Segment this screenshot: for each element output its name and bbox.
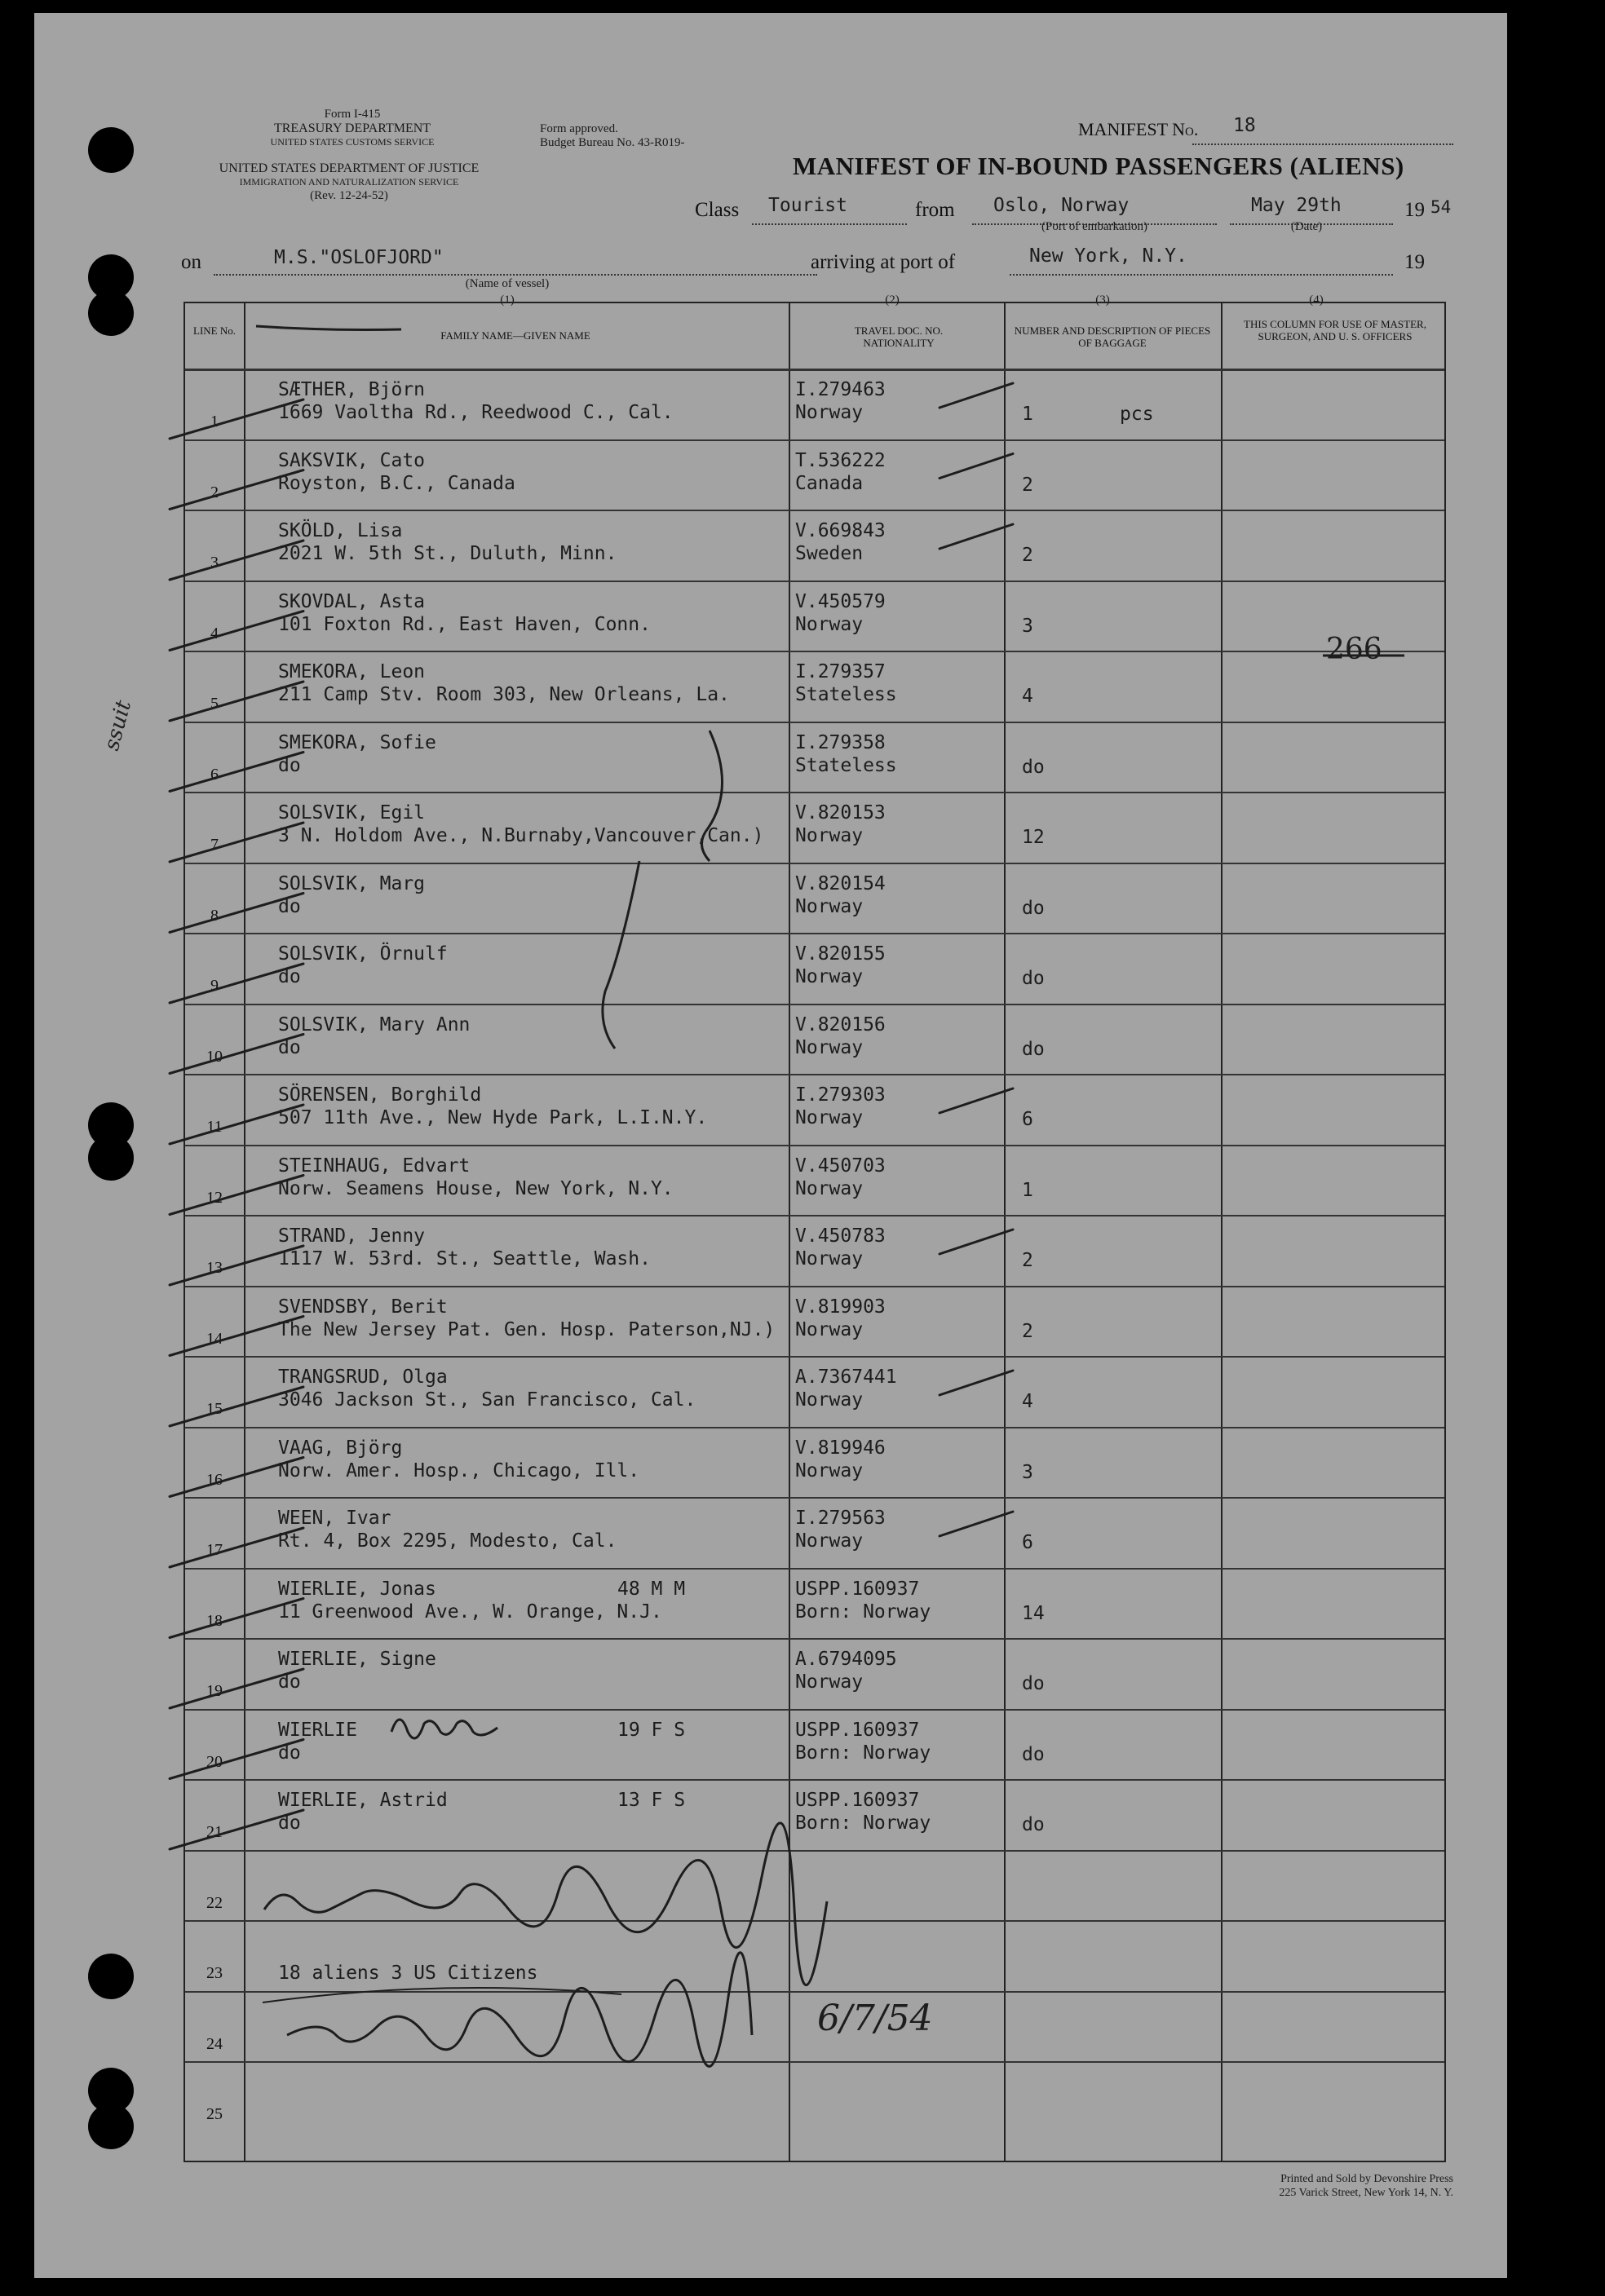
manifest-no-value: 18 [1233, 115, 1256, 136]
passenger-address: Rt. 4, Box 2295, Modesto, Cal. [278, 1530, 617, 1552]
travel-doc-no: V.669843 [795, 520, 886, 541]
line-number: 1 [210, 413, 219, 430]
travel-doc-no: V.820154 [795, 872, 886, 894]
passenger-name: SOLSVIK, Marg [278, 872, 426, 894]
punch-hole [88, 2104, 134, 2149]
date-value: May 29th [1251, 195, 1342, 216]
travel-doc-no: V.820156 [795, 1013, 886, 1035]
travel-doc-no: V.819946 [795, 1437, 886, 1459]
col-number-2: (2) [885, 294, 900, 307]
table-row [185, 1779, 1444, 1850]
manifest-sheet [34, 13, 1507, 2278]
travel-doc-no: V.450579 [795, 590, 886, 612]
baggage-count: 3 [1022, 1461, 1033, 1483]
table-row [185, 581, 1444, 651]
class-value: Tourist [768, 195, 847, 216]
passenger-address: 211 Camp Stv. Room 303, New Orleans, La. [278, 684, 730, 705]
baggage-count: 6 [1022, 1109, 1033, 1130]
line-number: 10 [206, 1047, 223, 1066]
nationality: Born: Norway [795, 1601, 931, 1623]
nationality: Norway [795, 1036, 864, 1058]
travel-doc-no: T.536222 [795, 449, 886, 471]
punch-hole [88, 290, 134, 336]
passenger-address: 1117 W. 53rd. St., Seattle, Wash. [278, 1248, 651, 1269]
passenger-address: 101 Foxton Rd., East Haven, Conn. [278, 613, 651, 635]
table-row [185, 510, 1444, 581]
line-number: 16 [206, 1470, 223, 1489]
nationality: Norway [795, 1318, 864, 1340]
passenger-address: 11 Greenwood Ave., W. Orange, N.J. [278, 1601, 662, 1623]
nationality: Norway [795, 1177, 864, 1199]
baggage-count: 4 [1022, 686, 1033, 707]
nationality: Norway [795, 402, 864, 423]
baggage-count: 1 [1022, 1179, 1033, 1201]
nationality: Norway [795, 1530, 864, 1552]
travel-doc-no: USPP.160937 [795, 1719, 920, 1741]
passenger-name: SOLSVIK, Mary Ann [278, 1013, 471, 1035]
passenger-address: 1669 Vaoltha Rd., Reedwood C., Cal. [278, 402, 674, 423]
nationality: Norway [795, 966, 864, 987]
travel-doc-no: USPP.160937 [795, 1578, 920, 1600]
nationality: Norway [795, 1389, 864, 1411]
form-revision: (Rev. 12-24-52) [310, 189, 388, 202]
col-header-baggage: NUMBER AND DESCRIPTION OF PIECES OF BAGGAGE [1014, 325, 1211, 349]
passenger-name: WIERLIE, Astrid [278, 1790, 448, 1811]
table-row [185, 369, 1444, 439]
passenger-name: SOLSVIK, Egil [278, 802, 426, 823]
travel-doc-no: V.820153 [795, 802, 886, 823]
passenger-address: do [278, 1813, 301, 1834]
passenger-name: TRANGSRUD, Olga [278, 1367, 448, 1388]
passenger-name: SÆTHER, Björn [278, 379, 426, 400]
line-number: 21 [206, 1823, 223, 1841]
passenger-name: SVENDSBY, Berit [278, 1296, 448, 1318]
passenger-name: WEEN, Ivar [278, 1508, 391, 1529]
table-row [185, 651, 1444, 722]
margin-note: ssuit [99, 697, 137, 753]
line-number: 24 [206, 2034, 223, 2053]
line-number: 13 [206, 1259, 223, 1277]
age-sex-status: 19 F S [617, 1719, 686, 1741]
col-number-1: (1) [500, 294, 515, 307]
travel-doc-no: I.279463 [795, 379, 886, 400]
table-row [185, 933, 1444, 1004]
ins-service: IMMIGRATION AND NATURALIZATION SERVICE [239, 176, 459, 188]
baggage-count: 2 [1022, 474, 1033, 496]
line-number: 22 [206, 1893, 223, 1912]
table-row [185, 1215, 1444, 1286]
passenger-name: WIERLIE, Jonas [278, 1578, 436, 1600]
date-caption: (Date) [1290, 220, 1323, 233]
nationality: Norway [795, 1107, 864, 1128]
nationality: Stateless [795, 684, 897, 705]
col-header-officers: THIS COLUMN FOR USE OF MASTER, SURGEON, AND U. S. OFFICERS [1244, 318, 1426, 342]
line-number: 25 [206, 2105, 223, 2123]
table-row [185, 439, 1444, 510]
line-number: 9 [210, 977, 219, 995]
passenger-name: SKOVDAL, Asta [278, 590, 426, 612]
col-header-line: LINE No. [193, 325, 236, 337]
col-header-name: FAMILY NAME—GIVEN NAME [440, 329, 590, 342]
col-number-4: (4) [1309, 294, 1324, 307]
baggage-count: do [1022, 1743, 1045, 1765]
age-sex-status: 48 M M [617, 1578, 686, 1600]
table-row [185, 1074, 1444, 1145]
passenger-name: SAKSVIK, Cato [278, 449, 426, 471]
baggage-count: 2 [1022, 1320, 1033, 1342]
baggage-count: do [1022, 1038, 1045, 1060]
passenger-name: STEINHAUG, Edvart [278, 1155, 471, 1177]
punch-hole [88, 127, 134, 173]
passenger-address: do [278, 1036, 301, 1058]
punch-hole [88, 1954, 134, 1999]
travel-doc-no: V.819903 [795, 1296, 886, 1318]
travel-doc-no: A.7367441 [795, 1367, 897, 1388]
nationality: Norway [795, 1459, 864, 1481]
table-row [185, 1004, 1444, 1075]
printer-line-1: Printed and Sold by Devonshire Press [1280, 2173, 1453, 2185]
line-number: 19 [206, 1682, 223, 1700]
nationality: Born: Norway [795, 1742, 931, 1764]
summary-line: 18 aliens 3 US Citizens [278, 1963, 538, 1984]
line-number: 20 [206, 1752, 223, 1771]
table-row [185, 863, 1444, 934]
arriving-port: New York, N.Y. [1029, 245, 1187, 267]
arrive-year-prefix: 19 [1404, 251, 1425, 273]
nationality: Born: Norway [795, 1813, 931, 1834]
baggage-count: 14 [1022, 1602, 1045, 1624]
passenger-name: STRAND, Jenny [278, 1225, 426, 1247]
line-number: 8 [210, 906, 219, 925]
col-number-3: (3) [1095, 294, 1110, 307]
line-number: 15 [206, 1400, 223, 1418]
travel-doc-no: USPP.160937 [795, 1790, 920, 1811]
line-number: 11 [206, 1118, 223, 1136]
printer-footer [1160, 2172, 1453, 2200]
table-row [185, 1356, 1444, 1427]
baggage-count: 6 [1022, 1532, 1033, 1553]
passenger-address: The New Jersey Pat. Gen. Hosp. Paterson,NJ.) [278, 1318, 776, 1340]
table-row [185, 722, 1444, 793]
approval-block [540, 122, 684, 150]
baggage-count: do [1022, 1673, 1045, 1694]
year-prefix: 19 [1404, 199, 1425, 221]
passenger-address: Norw. Seamens House, New York, N.Y. [278, 1177, 674, 1199]
table-row [185, 1427, 1444, 1498]
from-value: Oslo, Norway [993, 195, 1130, 216]
year-value: 54 [1430, 197, 1452, 217]
line-number: 5 [210, 695, 219, 713]
passenger-address: 3046 Jackson St., San Francisco, Cal. [278, 1389, 696, 1411]
baggage-count: do [1022, 756, 1045, 778]
age-sex-status: 13 F S [617, 1790, 686, 1811]
baggage-count: 3 [1022, 615, 1033, 637]
table-row-empty [185, 1991, 1444, 2062]
justice-block [186, 161, 512, 203]
class-label: Class [695, 199, 740, 221]
travel-doc-no: I.279358 [795, 731, 886, 753]
nationality: Stateless [795, 754, 897, 776]
passenger-address: do [278, 966, 301, 987]
line-number: 3 [210, 554, 219, 572]
vessel-name: M.S."OSLOFJORD" [274, 247, 444, 268]
line-number: 4 [210, 624, 219, 642]
table-row-empty [185, 2061, 1444, 2132]
passenger-name: SÖRENSEN, Borghild [278, 1084, 482, 1106]
table-row-empty [185, 1850, 1444, 1921]
travel-doc-no: V.820155 [795, 943, 886, 965]
passenger-name: SKÖLD, Lisa [278, 520, 403, 541]
nationality: Norway [795, 1671, 864, 1693]
passenger-name: SOLSVIK, Örnulf [278, 943, 448, 965]
baggage-count: 2 [1022, 1250, 1033, 1271]
nationality: Sweden [795, 543, 864, 564]
passenger-address: do [278, 1742, 301, 1764]
form-number: Form I-415 [324, 108, 381, 121]
travel-doc-no: V.450783 [795, 1225, 886, 1247]
col-header-doc: TRAVEL DOC. NO. NATIONALITY [854, 325, 944, 349]
baggage-count: 2 [1022, 545, 1033, 566]
line-number: 2 [210, 483, 219, 501]
handwritten-date: 6/7/54 [817, 1998, 933, 2039]
passenger-address: 507 11th Ave., New Hyde Park, L.I.N.Y. [278, 1107, 708, 1128]
table-row [185, 1709, 1444, 1780]
table-row [185, 1638, 1444, 1709]
passenger-address: do [278, 895, 301, 917]
passenger-address: do [278, 1671, 301, 1693]
passenger-name: VAAG, Björg [278, 1437, 403, 1459]
travel-doc-no: V.450703 [795, 1155, 886, 1177]
manifest-title: MANIFEST OF IN-BOUND PASSENGERS (ALIENS) [793, 152, 1404, 180]
printer-line-2: 225 Varick Street, New York 14, N. Y. [1279, 2187, 1453, 2199]
baggage-count: do [1022, 968, 1045, 989]
line-number: 14 [206, 1329, 223, 1348]
passenger-address: do [278, 754, 301, 776]
baggage-count: do [1022, 1814, 1045, 1835]
officer-number: 266 [1326, 633, 1382, 666]
passenger-name: SMEKORA, Leon [278, 661, 426, 682]
baggage-count: do [1022, 897, 1045, 919]
vessel-caption: (Name of vessel) [465, 277, 550, 290]
baggage-count: 4 [1022, 1391, 1033, 1412]
travel-doc-no: A.6794095 [795, 1649, 897, 1670]
passenger-name: WIERLIE [278, 1719, 357, 1741]
punch-hole [88, 1135, 134, 1181]
nationality: Norway [795, 1248, 864, 1269]
line-number: 7 [210, 836, 219, 854]
arriving-label: arriving at port of [811, 251, 956, 273]
table-row [185, 1286, 1444, 1357]
passenger-name: SMEKORA, Sofie [278, 731, 436, 753]
from-label: from [915, 199, 955, 221]
passenger-address: Royston, B.C., Canada [278, 472, 515, 494]
treasury-dept: TREASURY DEPARTMENT [273, 121, 431, 135]
table-row [185, 1568, 1444, 1639]
travel-doc-no: I.279357 [795, 661, 886, 682]
form-id-block [197, 108, 507, 149]
on-label: on [181, 251, 201, 273]
table-row [185, 1497, 1444, 1568]
budget-bureau: Budget Bureau No. 43-R019- [540, 136, 685, 149]
travel-doc-no: I.279303 [795, 1084, 886, 1106]
table-row [185, 1145, 1444, 1216]
manifest-no-label: MANIFEST No. [1078, 119, 1199, 139]
line-number: 6 [210, 765, 219, 784]
port-caption: (Port of embarkation) [1041, 220, 1147, 233]
passenger-name: WIERLIE, Signe [278, 1649, 436, 1670]
passenger-address: Norw. Amer. Hosp., Chicago, Ill. [278, 1459, 640, 1481]
nationality: Norway [795, 825, 864, 846]
baggage-desc: pcs [1120, 404, 1154, 425]
travel-doc-no: I.279563 [795, 1508, 886, 1529]
table-row [185, 792, 1444, 863]
customs-service: UNITED STATES CUSTOMS SERVICE [270, 136, 435, 148]
line-number: 17 [206, 1541, 223, 1559]
passenger-address: 3 N. Holdom Ave., N.Burnaby,Vancouver,Can.) [278, 825, 764, 846]
baggage-count: 12 [1022, 827, 1045, 848]
line-number: 23 [206, 1964, 223, 1982]
nationality: Norway [795, 613, 864, 635]
line-number: 12 [206, 1188, 223, 1207]
justice-dept: UNITED STATES DEPARTMENT OF JUSTICE [219, 161, 480, 175]
passenger-address: 2021 W. 5th St., Duluth, Minn. [278, 543, 617, 564]
passenger-table [183, 302, 1446, 2162]
nationality: Canada [795, 472, 864, 494]
line-number: 18 [206, 1611, 223, 1630]
form-approved: Form approved. [540, 122, 618, 135]
nationality: Norway [795, 895, 864, 917]
baggage-count: 1 [1022, 404, 1033, 425]
